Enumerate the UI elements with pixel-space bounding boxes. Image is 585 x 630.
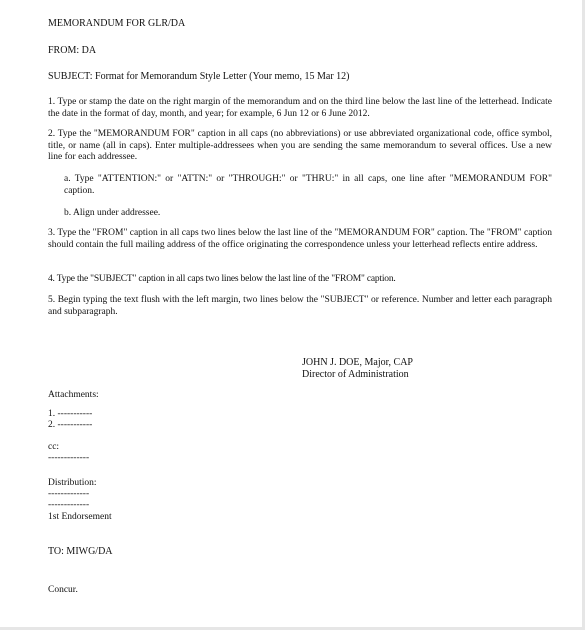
subject-line: SUBJECT: Format for Memorandum Style Letter (Your memo, 15 Mar 12): [48, 71, 350, 82]
memorandum-for-line: MEMORANDUM FOR GLR/DA: [48, 18, 186, 29]
distribution-label: Distribution:: [48, 478, 97, 488]
paragraph-2a: a. Type "ATTENTION:" or "ATTN:" or "THROUGH:" or "THRU:" in all caps, one line after "MEMORANDUM FOR" caption.: [64, 174, 552, 196]
paragraph-2b: b. Align under addressee.: [64, 208, 161, 218]
attachment-item: 1. -----------: [48, 409, 93, 419]
attachment-item: 2. -----------: [48, 420, 93, 430]
paragraph-2: 2. Type the "MEMORANDUM FOR" caption in all caps (no abbreviations) or use abbreviated organizational code, office symbol, title, or name (all in caps). Enter multiple-addressees when you are sending the same memorandum to several offices. Use a new line for each addressee.: [48, 129, 552, 162]
paragraph-1: 1. Type or stamp the date on the right margin of the memorandum and on the third line below the last line of the letterhead. Indicate the date in the format of day, month, and year; for example, 6 Jun 12 or 6 June 2012.: [48, 97, 552, 119]
cc-value: -------------: [48, 453, 90, 463]
to-line: TO: MIWG/DA: [48, 546, 113, 557]
paragraph-4: 4. Type the "SUBJECT" caption in all caps two lines below the last line of the "FROM" caption.: [48, 274, 396, 284]
distribution-item: -------------: [48, 489, 90, 499]
signature-title: Director of Administration: [302, 369, 409, 380]
distribution-item: -------------: [48, 500, 90, 510]
concur-line: Concur.: [48, 585, 78, 595]
signature-name: JOHN J. DOE, Major, CAP: [302, 357, 413, 368]
attachments-label: Attachments:: [48, 390, 99, 400]
paragraph-5: 5. Begin typing the text flush with the left margin, two lines below the "SUBJECT" or reference. Number and letter each paragraph and subparagraph.: [48, 295, 552, 317]
endorsement-line: 1st Endorsement: [48, 512, 112, 522]
from-line: FROM: DA: [48, 45, 97, 56]
cc-label: cc:: [48, 442, 60, 452]
paragraph-3: 3. Type the "FROM" caption in all caps two lines below the last line of the "MEMORANDUM FOR" caption. The "FROM" caption should contain the full mailing address of the office originating the correspondence unless your letterhead reflects entire address.: [48, 228, 552, 250]
